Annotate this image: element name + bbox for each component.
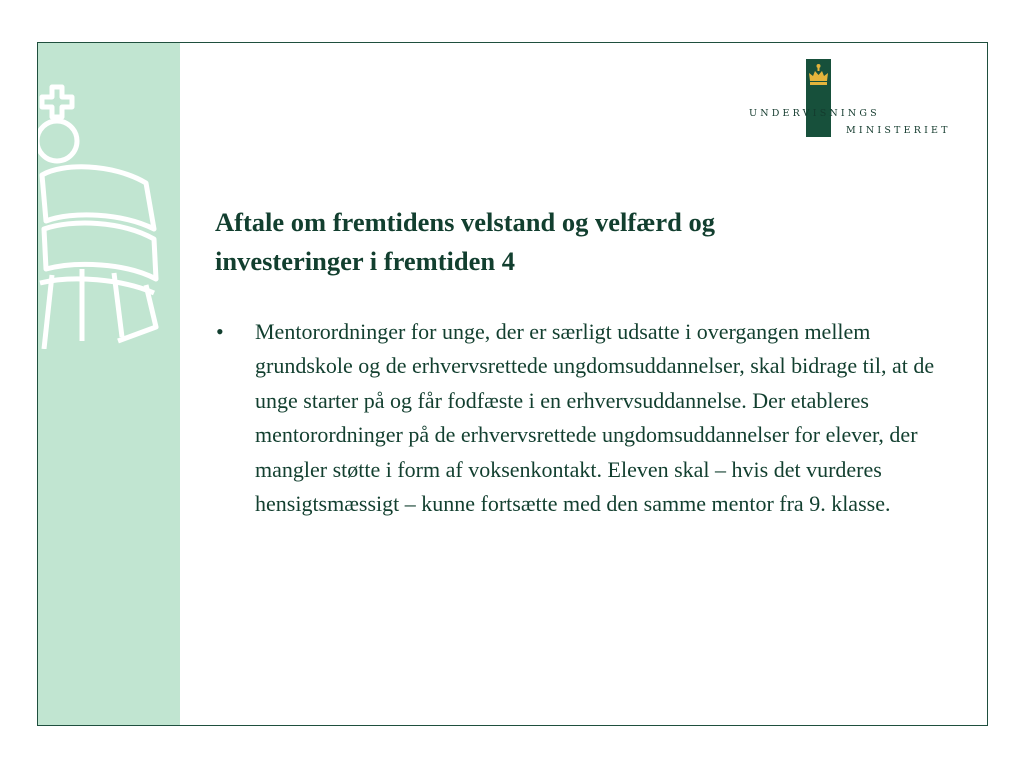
slide-title <box>215 203 915 281</box>
crown-watermark-icon <box>38 79 172 349</box>
ministry-logo <box>745 59 965 139</box>
crown-icon <box>806 63 831 93</box>
slide-title-line1: Aftale om fremtidens velstand og velfærd og <box>215 207 715 237</box>
slide-title-line2: investeringer i fremtiden 4 <box>215 246 516 276</box>
logo-text-line1: UNDERVISNINGS <box>749 108 880 119</box>
slide <box>37 42 988 726</box>
bullet-text: Mentorordninger for unge, der er særligt udsatte i overgangen mellem grundskole og de erhvervsrettede ungdomsuddannelser, skal bidrage til, at de unge starter på og får fodfæste i en erhvervsuddannelse. Der etableres mentorordninger på de erhvervsrettede ungdomsuddannelser for elever, der mangler støtte i form af voksenkontakt. Eleven skal – hvis det vurderes hensigtsmæssigt – kunne fortsætte med den samme mentor fra 9. klasse. <box>255 319 935 517</box>
side-band <box>38 43 180 725</box>
bullet-item <box>215 315 943 521</box>
bullet-marker: • <box>216 319 224 344</box>
logo-mark <box>806 59 831 137</box>
bullet-list <box>215 315 943 521</box>
logo-text-line2: MINISTERIET <box>846 125 951 136</box>
